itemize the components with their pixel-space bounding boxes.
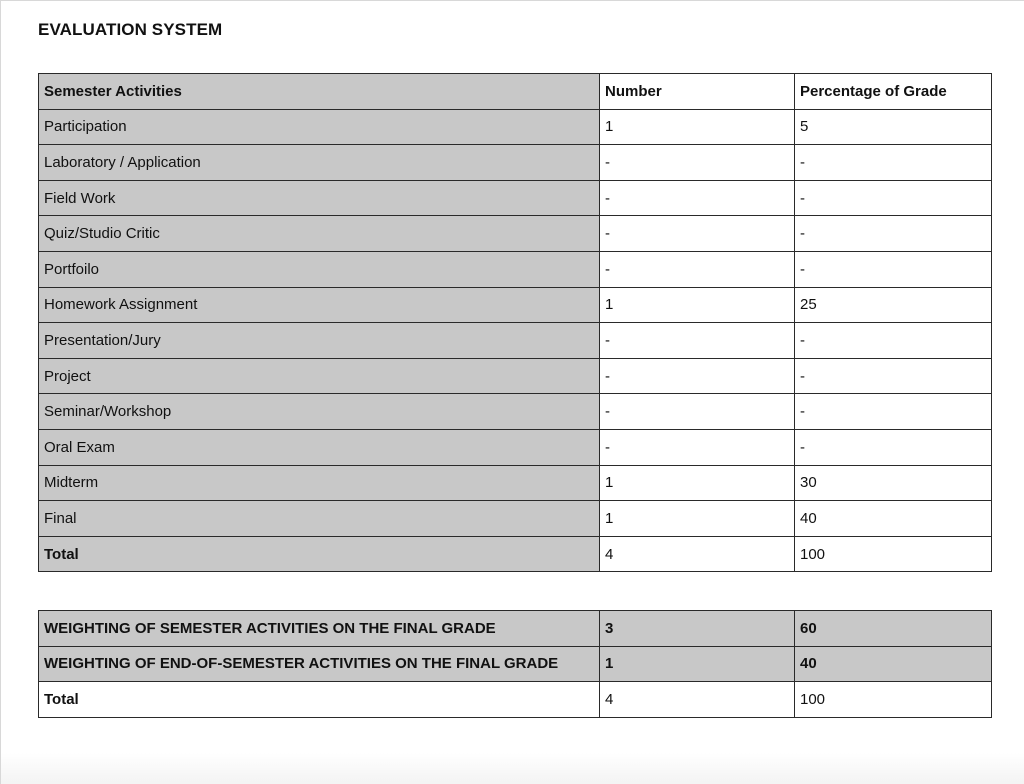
number-cell: 1 — [600, 501, 795, 537]
weighting-total-row — [39, 682, 992, 718]
weighting-label: WEIGHTING OF END-OF-SEMESTER ACTIVITIES ON THE FINAL GRADE — [39, 646, 600, 682]
table-row — [39, 145, 992, 181]
total-percentage: 100 — [795, 536, 992, 572]
total-number: 4 — [600, 536, 795, 572]
number-cell: 1 — [600, 465, 795, 501]
page-title: EVALUATION SYSTEM — [38, 20, 223, 39]
table-row — [39, 323, 992, 359]
weighting-total-percentage: 100 — [795, 682, 992, 718]
table-row — [39, 216, 992, 252]
number-cell: 1 — [600, 287, 795, 323]
table-row — [39, 394, 992, 430]
table-row — [39, 180, 992, 216]
number-cell: - — [600, 251, 795, 287]
number-cell: - — [600, 429, 795, 465]
weighting-percentage: 60 — [795, 611, 992, 647]
weighting-label: WEIGHTING OF SEMESTER ACTIVITIES ON THE FINAL GRADE — [39, 611, 600, 647]
table-row — [39, 109, 992, 145]
activity-cell: Midterm — [39, 465, 600, 501]
percentage-cell: - — [795, 251, 992, 287]
number-cell: - — [600, 216, 795, 252]
activity-cell: Oral Exam — [39, 429, 600, 465]
column-header-percentage: Percentage of Grade — [795, 74, 992, 110]
weighting-row-semester — [39, 611, 992, 647]
number-cell: - — [600, 180, 795, 216]
table-header-row — [39, 74, 992, 110]
table-row — [39, 501, 992, 537]
activity-cell: Project — [39, 358, 600, 394]
activity-cell: Seminar/Workshop — [39, 394, 600, 430]
table-row — [39, 251, 992, 287]
weighting-number: 1 — [600, 646, 795, 682]
activity-cell: Field Work — [39, 180, 600, 216]
number-cell: 1 — [600, 109, 795, 145]
percentage-cell: - — [795, 394, 992, 430]
table-row — [39, 287, 992, 323]
percentage-cell: - — [795, 180, 992, 216]
activity-cell: Portfoilo — [39, 251, 600, 287]
weighting-percentage: 40 — [795, 646, 992, 682]
percentage-cell: 30 — [795, 465, 992, 501]
activity-cell: Laboratory / Application — [39, 145, 600, 181]
activity-cell: Final — [39, 501, 600, 537]
percentage-cell: - — [795, 145, 992, 181]
number-cell: - — [600, 145, 795, 181]
table-row — [39, 465, 992, 501]
activity-cell: Quiz/Studio Critic — [39, 216, 600, 252]
weighting-table — [38, 610, 992, 718]
activity-cell: Homework Assignment — [39, 287, 600, 323]
weighting-row-end-of-semester — [39, 646, 992, 682]
number-cell: - — [600, 394, 795, 430]
weighting-total-label: Total — [39, 682, 600, 718]
number-cell: - — [600, 323, 795, 359]
activity-cell: Participation — [39, 109, 600, 145]
weighting-total-number: 4 — [600, 682, 795, 718]
percentage-cell: 40 — [795, 501, 992, 537]
weighting-number: 3 — [600, 611, 795, 647]
total-label: Total — [39, 536, 600, 572]
activities-table — [38, 73, 992, 572]
column-header-activities: Semester Activities — [39, 74, 600, 110]
table-row — [39, 358, 992, 394]
activity-cell: Presentation/Jury — [39, 323, 600, 359]
percentage-cell: - — [795, 323, 992, 359]
percentage-cell: - — [795, 216, 992, 252]
percentage-cell: 5 — [795, 109, 992, 145]
total-row — [39, 536, 992, 572]
percentage-cell: - — [795, 429, 992, 465]
percentage-cell: - — [795, 358, 992, 394]
number-cell: - — [600, 358, 795, 394]
percentage-cell: 25 — [795, 287, 992, 323]
column-header-number: Number — [600, 74, 795, 110]
table-row — [39, 429, 992, 465]
